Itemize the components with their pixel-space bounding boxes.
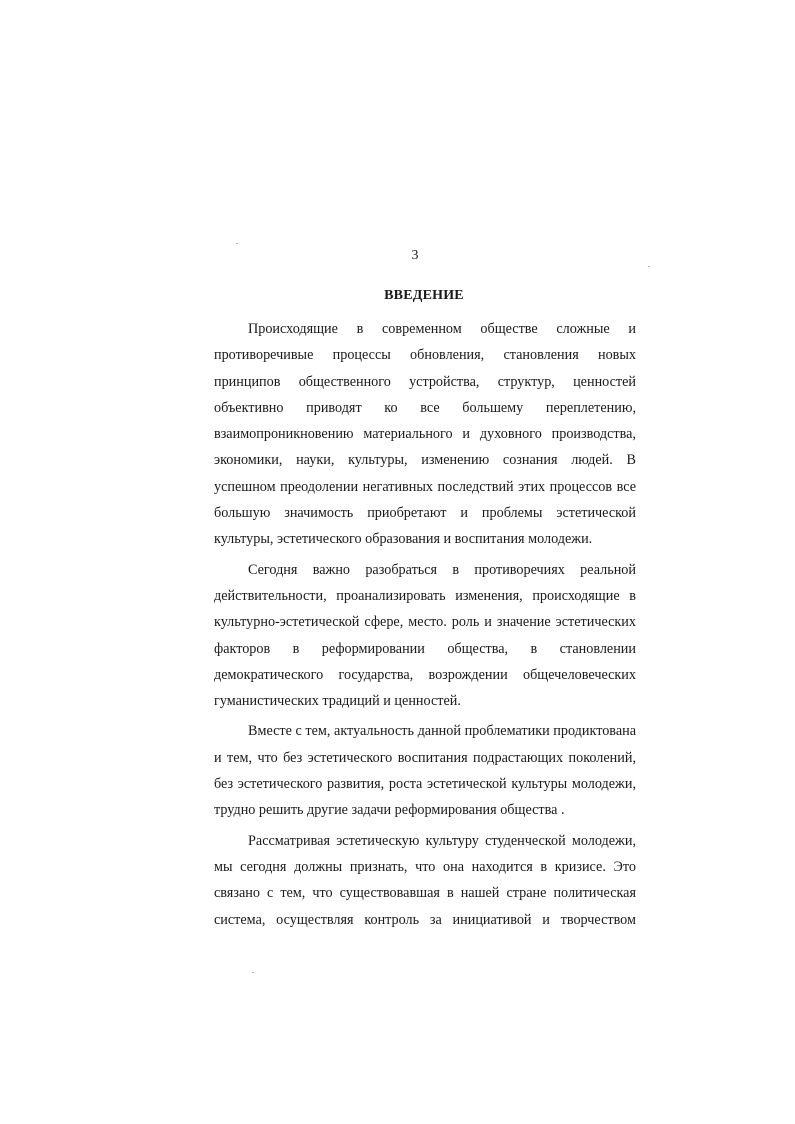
paragraph-2: Сегодня важно разобраться в противоречиях реальной действительности, проанализировать изменения, происходящие в культурно-эстетической сфере, место. роль и значение эстетических факторов в реформировании общества, в становлении демократического государства, возрождении общечеловеческих гуманистических традиций и ценностей. <box>214 561 636 710</box>
page-number: 3 <box>411 248 419 263</box>
paragraph-3: Вместе с тем, актуальность данной проблематики продиктована и тем, что без эстетического воспитания подрастающих поколений, без эстетического развития, роста эстетической культуры молодежи, трудно решить другие задачи реформирования общества . <box>214 723 636 819</box>
scan-speck <box>648 266 650 267</box>
section-heading: ВВЕДЕНИЕ <box>384 288 464 303</box>
paragraph-1: Происходящие в современном обществе сложные и противоречивые процессы обновления, становления новых принципов общественного устройства, структур, ценностей объективно приводят ко все большему переплетению, взаимопроникновению материального и духовного производства, экономики, науки, культуры, изменению сознания людей. В успешном преодолении негативных последствий этих процессов все большую значимость приобретают и проблемы эстетической культуры, эстетического образования и воспитания молодежи. <box>214 321 636 548</box>
scan-speck <box>236 243 238 244</box>
body-text <box>214 316 636 933</box>
paragraph-4: Рассматривая эстетическую культуру студенческой молодежи, мы сегодня должны признать, что она находится в кризисе. Это связано с тем, что существовавшая в нашей стране политическая система, осуществляя контроль за инициативой и творчеством <box>214 832 636 928</box>
scan-speck <box>252 972 254 973</box>
